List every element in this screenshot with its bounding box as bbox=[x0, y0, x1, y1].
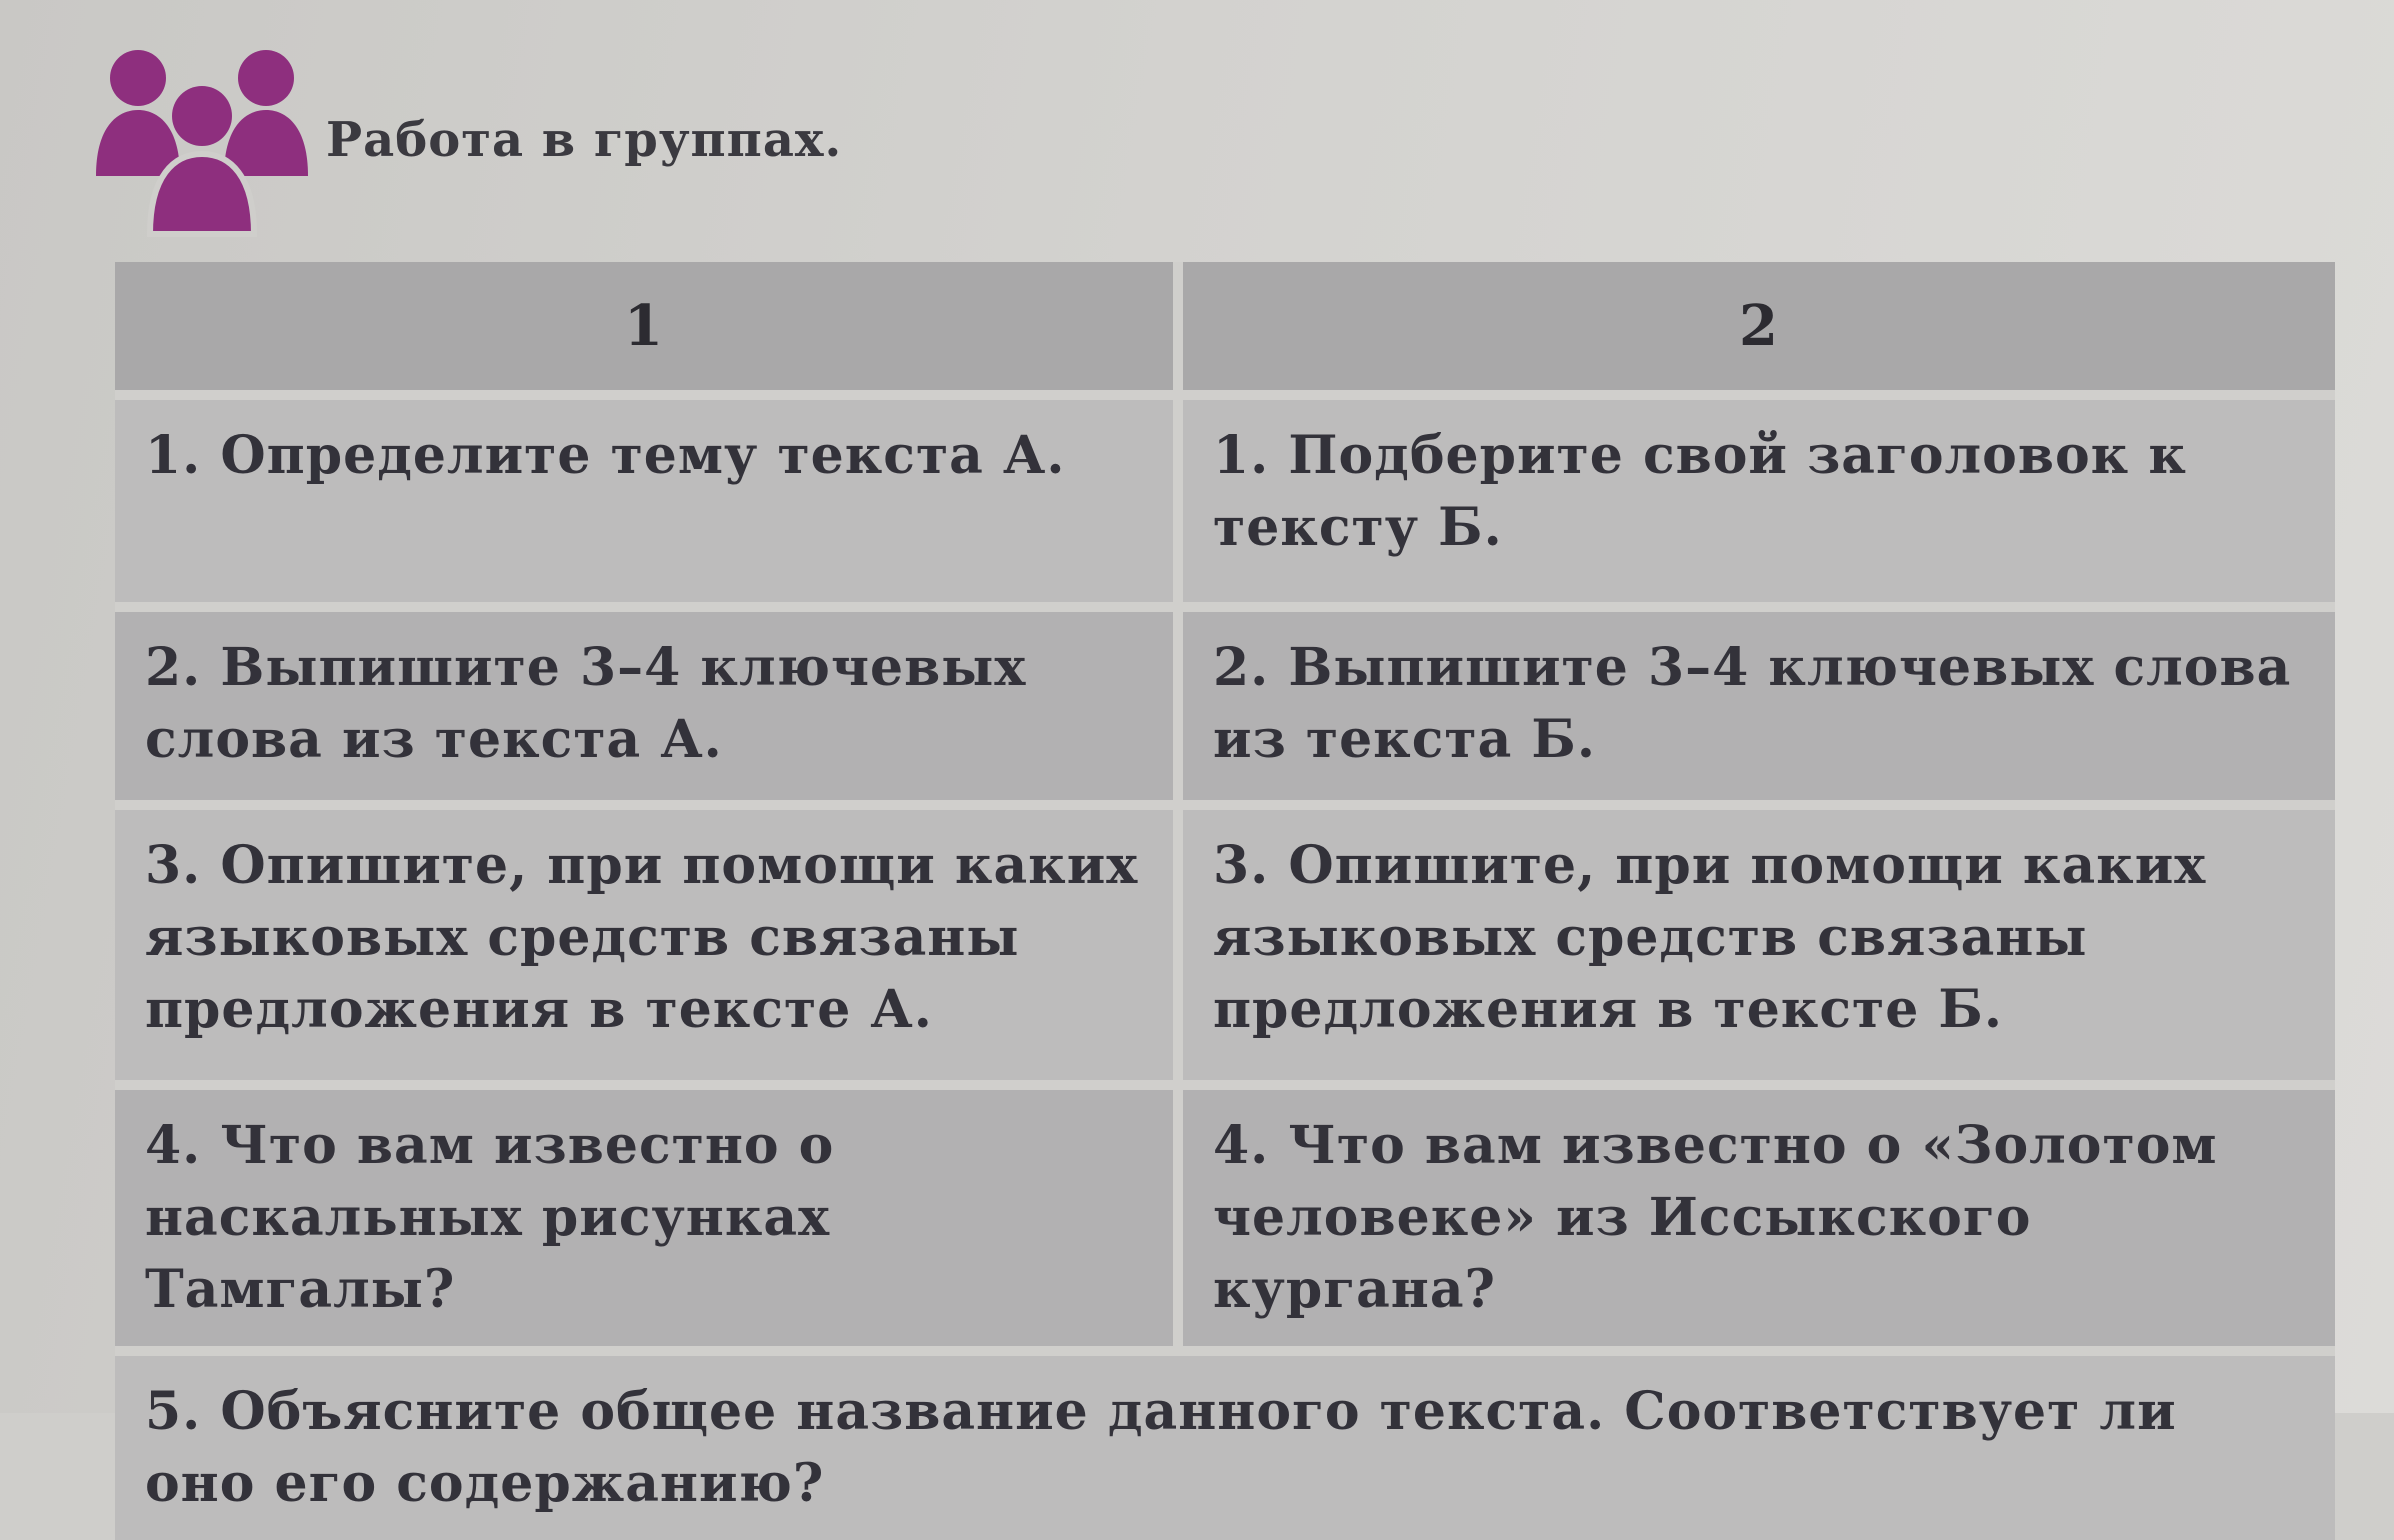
task-cell bbox=[1183, 800, 2335, 1080]
task-cell-wide bbox=[115, 1346, 2335, 1540]
column-header-1: 1 bbox=[115, 262, 1183, 390]
task-cell bbox=[115, 390, 1183, 602]
table-header-row bbox=[115, 262, 2335, 390]
section-heading: Работа в группах. bbox=[326, 112, 843, 168]
people-group-icon bbox=[92, 48, 312, 238]
task-cell bbox=[115, 1080, 1183, 1346]
task-text: 3. Опишите, при помощи каких языковых средств связаны предложения в тексте Б. bbox=[1213, 835, 2207, 1040]
task-text: 4. Что вам известно о наскальных рисунках Тамгалы? bbox=[145, 1115, 835, 1320]
task-text: 2. Выпишите 3–4 ключевых слова из текста А. bbox=[145, 637, 1027, 770]
task-cell bbox=[115, 602, 1183, 800]
task-text: 1. Определите тему текста А. bbox=[145, 425, 1066, 486]
table-row bbox=[115, 1080, 2335, 1346]
task-text: 1. Подберите свой заголовок к тексту Б. bbox=[1213, 425, 2187, 558]
table-row bbox=[115, 1346, 2335, 1540]
task-text: 4. Что вам известно о «Золотом человеке» из Иссыкского кургана? bbox=[1213, 1115, 2218, 1320]
task-text: 2. Выпишите 3–4 ключевых слова из текста Б. bbox=[1213, 637, 2292, 770]
task-cell bbox=[1183, 1080, 2335, 1346]
task-text: 5. Объясните общее название данного текста. Соответствует ли оно его содержанию? bbox=[145, 1381, 2177, 1514]
table-row bbox=[115, 390, 2335, 602]
task-cell bbox=[1183, 390, 2335, 602]
task-table bbox=[115, 262, 2335, 1540]
table-row bbox=[115, 602, 2335, 800]
task-cell bbox=[115, 800, 1183, 1080]
task-cell bbox=[1183, 602, 2335, 800]
column-header-2: 2 bbox=[1183, 262, 2335, 390]
task-text: 3. Опишите, при помощи каких языковых средств связаны предложения в тексте А. bbox=[145, 835, 1139, 1040]
table-row bbox=[115, 800, 2335, 1080]
